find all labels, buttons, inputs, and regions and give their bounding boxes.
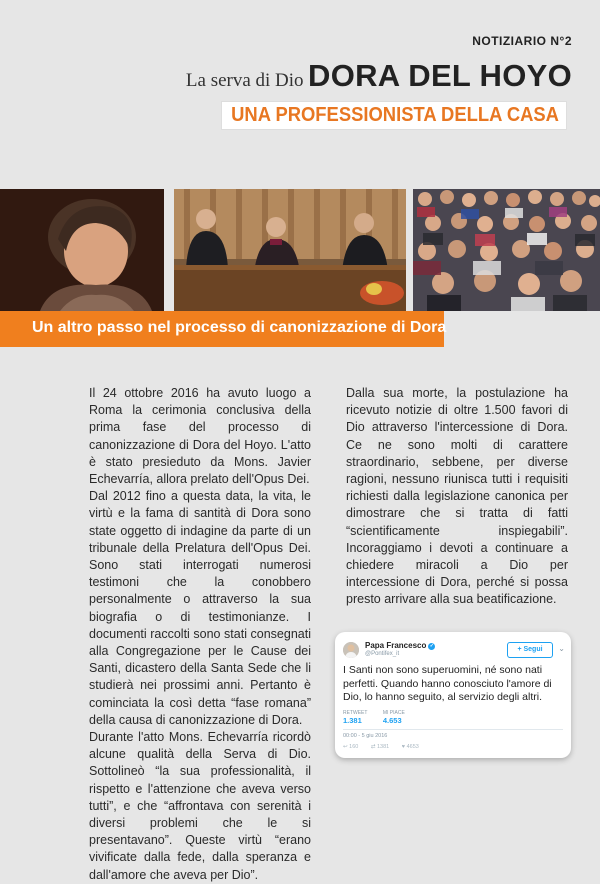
retweet-button[interactable] xyxy=(371,744,389,750)
article-column-1 xyxy=(89,385,311,884)
verified-icon: ✓ xyxy=(429,643,434,649)
embedded-tweet xyxy=(335,632,571,758)
heart-icon: ♥ xyxy=(401,744,406,750)
likes-stat-label: MI PIACE xyxy=(382,710,405,716)
like-button[interactable] xyxy=(402,744,419,750)
chevron-down-icon[interactable]: ⌄ xyxy=(558,644,565,653)
photo-strip xyxy=(0,189,600,311)
paragraph: Dalla sua morte, la postulazione ha ricevuto notizie di oltre 1.500 favori di Dio attraverso l'intercessione di Dora. Ce ne sono molti di carattere straordinario, sebbene, per diverse ragioni, nessuno riunisca tutti i requisiti richiesti dalla legislazione canonica per dimostrare che si tratta di fatti “scientificamente inspiegabili”. Incoraggiamo i devoti a continuare a chiedere miracoli a Dio per intercessione di Dora, perché si possa presto arrivare alla sua beatificazione. xyxy=(346,386,568,607)
like-count: 4653 xyxy=(406,744,419,750)
reply-button[interactable] xyxy=(343,744,358,750)
divider xyxy=(343,729,563,730)
likes-stat-count: 4.653 xyxy=(382,716,402,725)
retweet-icon: ⇄ xyxy=(370,744,376,750)
title-name: DORA DEL HOYO xyxy=(308,58,572,93)
banner-text: Un altro passo nel processo di canonizzazione di Dora xyxy=(32,319,447,336)
tweet-timestamp[interactable]: 00:00 - 5 giu 2016 xyxy=(343,733,388,739)
article-column-2 xyxy=(346,385,568,609)
portrait-photo xyxy=(0,189,164,311)
tweet-text: I Santi non sono superuomini, né sono nati perfetti. Quando hanno conosciuto l'amore di Dio, lo hanno seguito, al servizio degli altri. xyxy=(343,664,552,703)
tweet-author[interactable] xyxy=(365,641,435,650)
issue-label: NOTIZIARIO N°2 xyxy=(472,34,572,48)
retweet-stat-label: RETWEET xyxy=(343,710,368,716)
likes-stat[interactable] xyxy=(383,710,405,725)
subtitle: UNA PROFESSIONISTA DELLA CASA xyxy=(222,102,566,129)
tweet-handle[interactable]: @Pontifex_it xyxy=(365,651,400,657)
title-prefix: La serva di Dio xyxy=(185,70,304,91)
retweet-stat[interactable] xyxy=(343,710,367,725)
retweet-count: 1381 xyxy=(377,744,390,750)
reply-icon: ↩ xyxy=(343,744,348,750)
follow-icon: + xyxy=(517,646,522,653)
author-name: Papa Francesco xyxy=(365,641,427,650)
reply-count: 160 xyxy=(349,744,359,750)
ceremony-photo xyxy=(174,189,406,311)
tweet-stats xyxy=(343,710,419,725)
follow-label: Segui xyxy=(523,646,543,653)
audience-photo xyxy=(413,189,600,311)
page-title xyxy=(0,58,572,94)
section-banner xyxy=(0,311,447,347)
paragraph: Il 24 ottobre 2016 ha avuto luogo a Roma la cerimonia conclusiva della prima fase del processo di canonizzazione di Dora del Hoyo. L'atto è stato presieduto da Mons. Javier Echevarría, allora prelato dell'Opus Dei. xyxy=(89,386,311,487)
retweet-stat-count: 1.381 xyxy=(343,716,362,725)
avatar[interactable] xyxy=(343,642,359,658)
paragraph: Dal 2012 fino a questa data, la vita, le virtù e la fama di santità di Dora sono state oggetto di indagine da parte di un tribunale della Prelatura dell'Opus Dei. Sono stati interrogati numerosi testimoni che la conobbero personalmente o attraverso la sua biografia o di testimonianze. I documenti raccolti sono stati consegnati alla Congregazione per le Cause dei Santi, dicastero della Santa Sede che li studierà nei prossimi anni. Pertanto è cominciata la così detta “fase romana” della causa di canonizzazione di Dora. xyxy=(89,489,311,727)
paragraph: Durante l'atto Mons. Echevarría ricordò alcune qualità della Serva di Dio. Sottolineò “la sua professionalità, il rispetto e l'attenzione che aveva verso tutti”, e che “affrontava con serenità i diversi problemi che le si presentavano”. Queste virtù “erano vivificate dalla fede, dalla speranza e dall'amore che aveva per Dio”. xyxy=(89,730,311,882)
follow-button[interactable] xyxy=(507,642,553,658)
tweet-actions xyxy=(343,744,430,750)
